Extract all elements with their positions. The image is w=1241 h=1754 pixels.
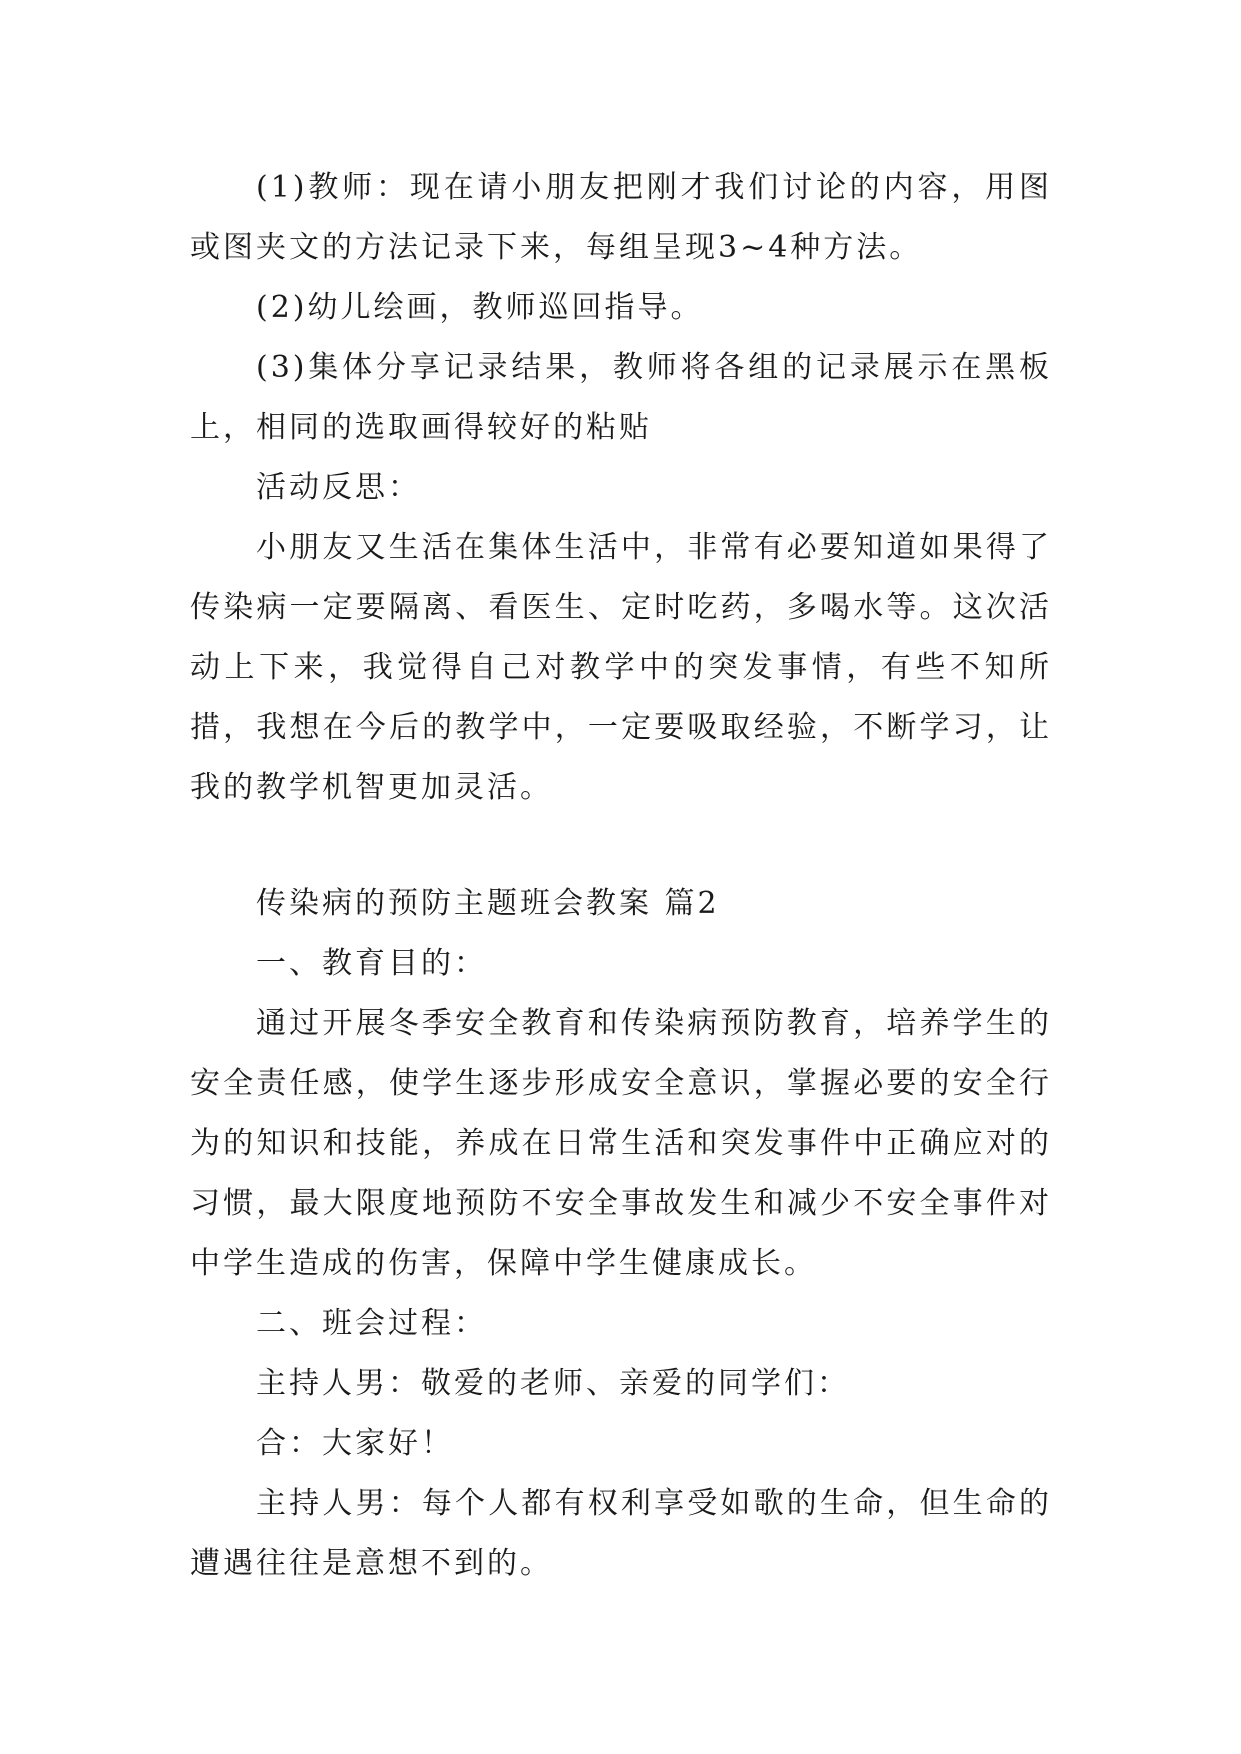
meeting-process-heading: 二、班会过程： — [256, 1306, 487, 1341]
paragraph-step-3: (3)集体分享记录结果，教师将各组的记录展示在黑板上，相同的选取画得较好的粘贴 — [190, 350, 1052, 445]
document-body — [190, 158, 1052, 1594]
education-goal-heading: 一、教育目的： — [256, 946, 487, 981]
paragraph-step-2: (2)幼儿绘画，教师巡回指导。 — [256, 290, 704, 325]
host-line-2: 主持人男：每个人都有权利享受如歌的生命，但生命的遭遇往往是意想不到的。 — [190, 1486, 1052, 1581]
host-line-1: 主持人男：敬爱的老师、亲爱的同学们： — [256, 1366, 850, 1401]
lesson-plan-title: 传染病的预防主题班会教案 篇2 — [256, 886, 720, 921]
reflection-heading: 活动反思： — [256, 470, 421, 505]
paragraph-step-1: (1)教师：现在请小朋友把刚才我们讨论的内容，用图或图夹文的方法记录下来，每组呈现3~4种方法。 — [190, 170, 1052, 265]
chorus-line: 合：大家好！ — [256, 1426, 454, 1461]
education-goal-paragraph: 通过开展冬季安全教育和传染病预防教育，培养学生的安全责任感，使学生逐步形成安全意识，掌握必要的安全行为的知识和技能，养成在日常生活和突发事件中正确应对的习惯，最大限度地预防不安全事故发生和减少不安全事件对中学生造成的伤害，保障中学生健康成长。 — [190, 1006, 1052, 1281]
reflection-paragraph: 小朋友又生活在集体生活中，非常有必要知道如果得了传染病一定要隔离、看医生、定时吃药，多喝水等。这次活动上下来，我觉得自己对教学中的突发事情，有些不知所措，我想在今后的教学中，一定要吸取经验，不断学习，让我的教学机智更加灵活。 — [190, 530, 1052, 805]
section-spacer — [190, 818, 1052, 874]
